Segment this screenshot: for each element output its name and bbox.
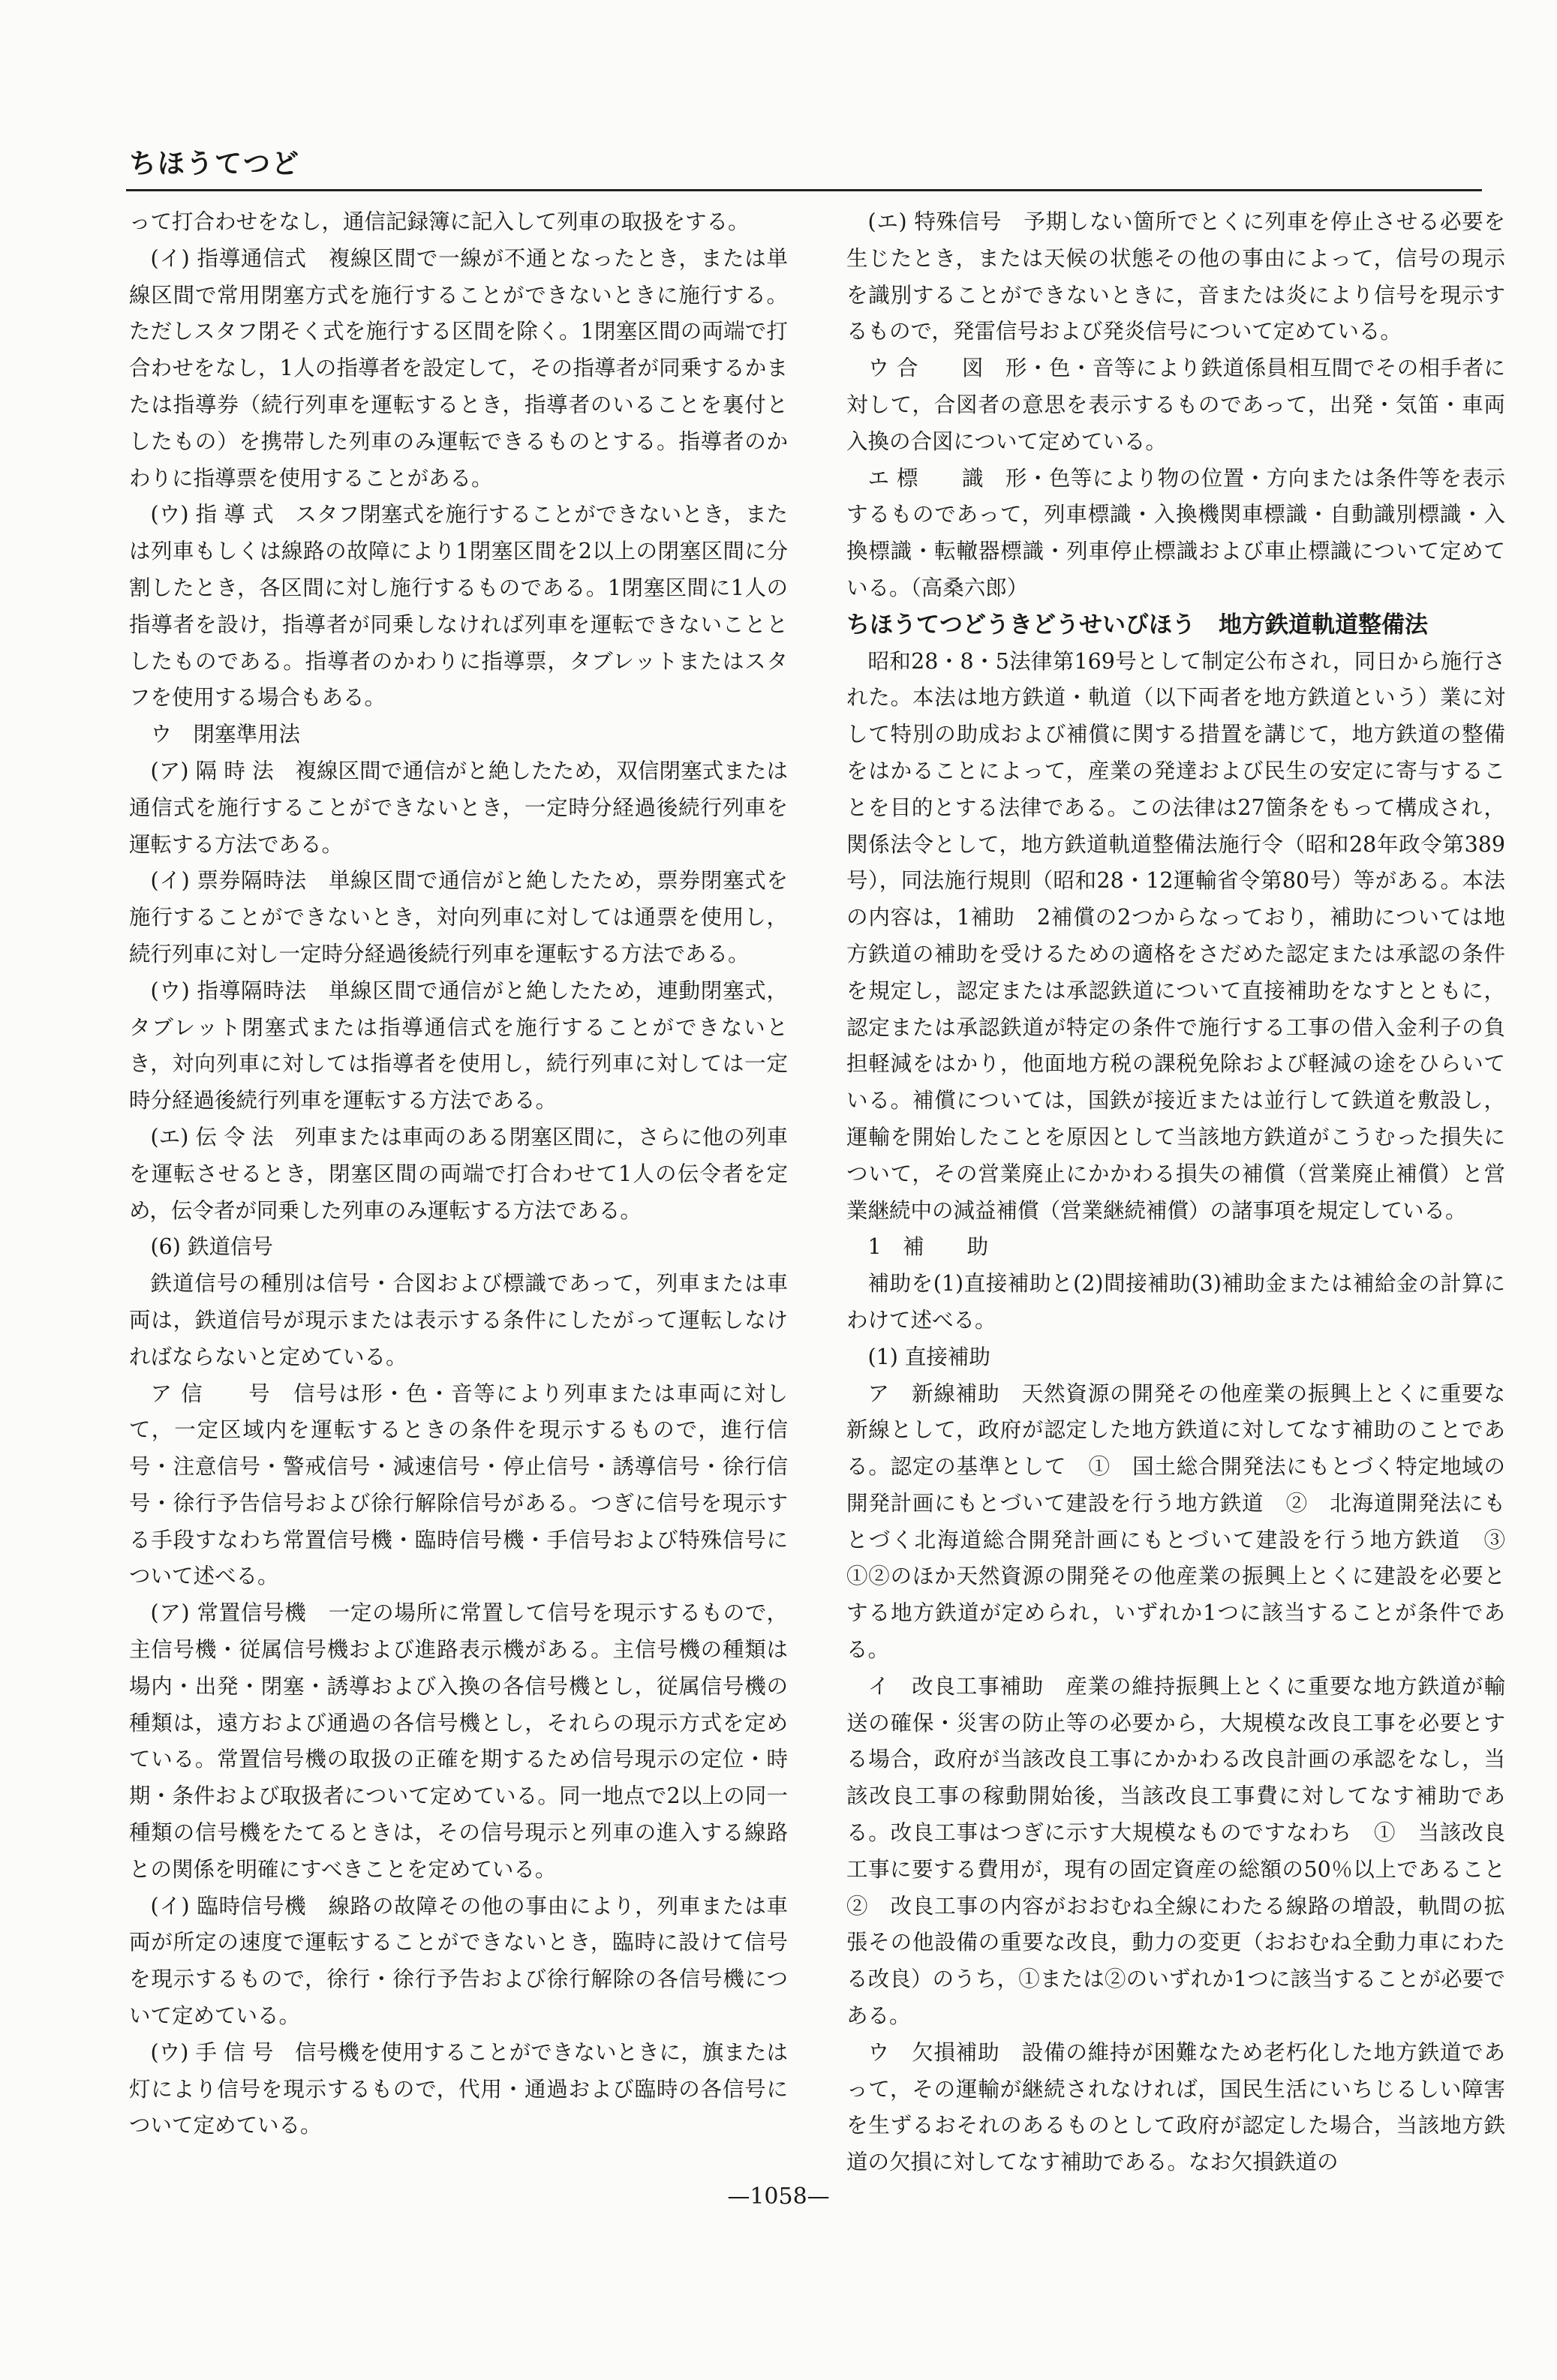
right-paragraph: イ 改良工事補助 産業の維持振興上とくに重要な地方鉄道が輸送の確保・災害の防止等の必要から，大規模な改良工事を必要とする場合，政府が当該改良工事にかかわる改良計画の承認をなし，当該改良工事の稼動開始後，当該改良工事費に対してなす補助である。改良工事はつぎに示す大規模なものですなわち ① 当該改良工事に要する費用が，現有の固定資産の総額の50％以上であること ② 改良工事の内容がおおむね全線にわたる線路の増設，軌間の拡張その他設備の重要な改良，動力の変更（おおむね全動力車にわたる改良）のうち，①または②のいずれか1つに該当することが必要である。 xyxy=(846,1673,1527,2029)
header-rule xyxy=(126,189,1482,191)
right-paragraph: ア 新線補助 天然資源の開発その他産業の振興上とくに重要な新線として，政府が認定した地方鉄道に対してなす補助のことである。認定の基準として ① 国土総合開発法にもとづく特定地域の開発計画にもとづいて建設を行う地方鉄道 ② 北海道開発法にもとづく北海道総合開発計画にもとづいて建設を行う地方鉄道 ③ ①②のほか天然資源の開発その他産業の振興上とくに建設を必要とする地方鉄道が定められ，いずれか1つに該当することが条件である。 xyxy=(846,1381,1527,1663)
left-paragraph: ア 信 号 信号は形・色・音等により列車または車両に対して，一定区域内を運転するときの条件を現示するもので，進行信号・注意信号・警戒信号・減速信号・停止信号・誘導信号・徐行信号・徐行予告信号および徐行解除信号がある。つぎに信号を現示する手段すなわち常置信号機・臨時信号機・手信号および特殊信号について述べる。 xyxy=(129,1381,788,1589)
left-paragraph: 鉄道信号の種別は信号・合図および標識であって，列車または車両は，鉄道信号が現示または表示する条件にしたがって運転しなければならないと定めている。 xyxy=(129,1271,788,1369)
left-paragraph: (エ) 伝 令 法 列車または車両のある閉塞区間に，さらに他の列車を運転させるとき，閉塞区間の両端で打合わせて1人の伝令者を定め，伝令者が同乗した列車のみ運転する方法である。 xyxy=(129,1124,788,1223)
section-heading: ちほうてつどうきどうせいびほう 地方鉄道軌道整備法 xyxy=(846,611,1428,639)
left-paragraph: (ウ) 手 信 号 信号機を使用することができないときに，旗または灯により信号を現示するもので，代用・通過および臨時の各信号について定めている。 xyxy=(129,2039,788,2138)
right-paragraph: ウ 合 図 形・色・音等により鉄道係員相互間でその相手者に対して，合図者の意思を表示するものであって，出発・気笛・車両入換の合図について定めている。 xyxy=(846,356,1505,454)
left-paragraph: (ウ) 指導隔時法 単線区間で通信がと絶したため，連動閉塞式，タブレット閉塞式または指導通信式を施行することができないとき，対向列車に対しては指導者を使用し，続行列車に対しては一定時分経過後続行列車を運転する方法である。 xyxy=(129,978,788,1113)
right-paragraph: エ 標 識 形・色等により物の位置・方向または条件等を表示するものであって，列車標識・入換機関車標識・自動識別標識・入換標識・転轍器標識・列車停止標識および車止標識について定めている。（高桑六郎） xyxy=(846,465,1505,600)
right-paragraph: (1) 直接補助 xyxy=(867,1344,990,1369)
running-head: ちほうてつど xyxy=(129,149,301,179)
right-column xyxy=(846,204,1527,2380)
left-paragraph: (ウ) 指 導 式 スタフ閉塞式を施行することができないとき，または列車もしくは線路の故障により1閉塞区間を2以上の閉塞区間に分割したとき，各区間に対し施行するものである。1閉塞区間に1人の指導者を設け，指導者が同乗しなければ列車を運転できないこととしたものである。指導者のかわりに指導票，タブレットまたはスタフを使用する場合もある。 xyxy=(129,502,788,711)
right-paragraph: 昭和28・8・5法律第169号として制定公布され，同日から施行された。本法は地方鉄道・軌道（以下両者を地方鉄道という）業に対して特別の助成および補償に関する措置を講じて，地方鉄道の整備をはかることによって，産業の発達および民生の安定に寄与することを目的とする法律である。この法律は27箇条をもって構成され，関係法令として，地方鉄道軌道整備法施行令（昭和28年政令第389号），同法施行規則（昭和28・12運輸省令第80号）等がある。本法の内容は，1補助 2補償の2つからなっており，補助については地方鉄道の補助を受けるための適格をさだめた認定または承認の条件を規定し，認定または承認鉄道について直接補助をなすとともに，認定または承認鉄道が特定の条件で施行する工事の借入金利子の負担軽減をはかり，他面地方税の課税免除および軽減の途をひらいている。補償については，国鉄が接近または並行して鉄道を敷設し，運輸を開始したことを原因として当該地方鉄道がこうむった損失について，その営業廃止にかかわる損失の補償（営業廃止補償）と営業継続中の減益補償（営業継続補償）の諸事項を規定している。 xyxy=(846,648,1505,1223)
right-paragraph: (エ) 特殊信号 予期しない箇所でとくに列車を停止させる必要を生じたとき，または天候の状態その他の事由によって，信号の現示を識別することができないときに，音または炎により信号を現示するもので，発雷信号および発炎信号について定めている。 xyxy=(846,209,1505,344)
left-paragraph: (イ) 臨時信号機 線路の故障その他の事由により，列車または車両が所定の速度で運転することができないとき，臨時に設けて信号を現示するもので，徐行・徐行予告および徐行解除の各信号機について定めている。 xyxy=(129,1893,788,2029)
left-paragraph: って打合わせをなし，通信記録簿に記入して列車の取扱をする。 xyxy=(129,209,750,234)
page-number: —1058— xyxy=(727,2183,830,2210)
right-paragraph: 補助を(1)直接補助と(2)間接補助(3)補助金または補給金の計算にわけて述べる。 xyxy=(846,1271,1505,1333)
left-paragraph: (ア) 隔 時 法 複線区間で通信がと絶したため，双信閉塞式または通信式を施行することができないとき，一定時分経過後続行列車を運転する方法である。 xyxy=(129,758,788,857)
left-paragraph: (ア) 常置信号機 一定の場所に常置して信号を現示するもので，主信号機・従属信号機および進路表示機がある。主信号機の種類は場内・出発・閉塞・誘導および入換の各信号機とし，従属信号機の種類は，遠方および通過の各信号機とし，それらの現示方式を定めている。常置信号機の取扱の正確を期するため信号現示の定位・時期・条件および取扱者について定めている。同一地点で2以上の同一種類の信号機をたてるときは，その信号現示と列車の進入する線路との関係を明確にすべきことを定めている。 xyxy=(129,1600,788,1882)
left-paragraph: ウ 閉塞準用法 xyxy=(150,722,301,747)
left-column xyxy=(129,204,788,2380)
left-paragraph: (イ) 指導通信式 複線区間で一線が不通となったとき，または単線区間で常用閉塞方式を施行することができないときに施行する。ただしスタフ閉そく式を施行する区間を除く。1閉塞区間の両端で打合わせをなし，1人の指導者を設定して，その指導者が同乗するかまたは指導券（続行列車を運転するとき，指導者のいることを裏付としたもの）を携帯した列車のみ運転できるものとする。指導者のかわりに指導票を使用することがある。 xyxy=(129,245,788,491)
right-paragraph: ウ 欠損補助 設備の維持が困難なため老朽化した地方鉄道であって，その運輸が継続されなければ，国民生活にいちじるしい障害を生ずるおそれのあるものとして政府が認定した場合，当該地方鉄道の欠損に対してなす補助である。なお欠損鉄道の xyxy=(846,2039,1505,2175)
left-paragraph: (6) 鉄道信号 xyxy=(150,1234,273,1260)
right-paragraph: 1 補 助 xyxy=(867,1234,989,1260)
left-paragraph: (イ) 票券隔時法 単線区間で通信がと絶したため，票券閉塞式を施行することができないとき，対向列車に対しては通票を使用し，続行列車に対し一定時分経過後続行列車を運転する方法である。 xyxy=(129,868,788,966)
